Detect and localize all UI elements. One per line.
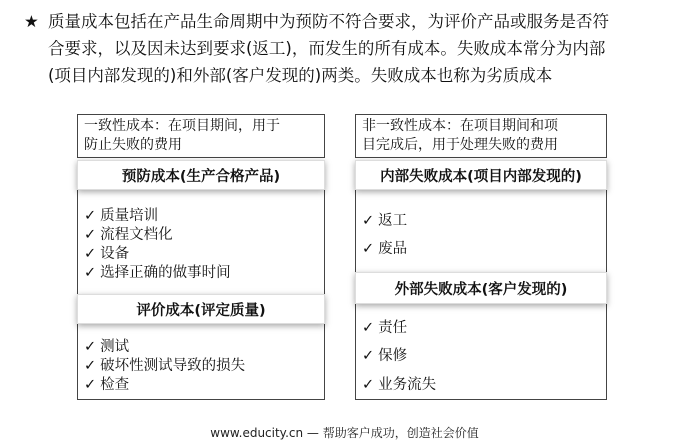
definition-line: 防止失败的费用 bbox=[84, 137, 182, 153]
intro-line: 合要求，以及因未达到要求(返工)，而发生的所有成本。失败成本常分为内部 bbox=[48, 39, 606, 58]
external-failure-header: 外部失败成本(客户发现的) bbox=[355, 272, 607, 304]
intro-line: (项目内部发现的)和外部(客户发现的)两类。失败成本也称为劣质成本 bbox=[48, 66, 553, 85]
check-icon: ✓ bbox=[84, 208, 97, 224]
external-failure-list bbox=[355, 302, 607, 400]
intro-paragraph bbox=[24, 8, 674, 89]
check-icon: ✓ bbox=[84, 227, 97, 243]
check-icon: ✓ bbox=[362, 241, 375, 257]
check-icon: ✓ bbox=[362, 213, 375, 229]
list-item: ✓ 破坏性测试导致的损失 bbox=[84, 358, 246, 374]
list-item: ✓ 保修 bbox=[362, 348, 408, 364]
footer-text: www.educity.cn — 帮助客户成功，创造社会价值 bbox=[210, 426, 479, 440]
definition-line: 一致性成本：在项目期间，用于 bbox=[84, 118, 280, 134]
conformance-cost-definition bbox=[77, 114, 325, 158]
star-bullet-icon: ★ bbox=[24, 12, 39, 31]
check-icon: ✓ bbox=[362, 320, 375, 336]
list-item: ✓ 流程文档化 bbox=[84, 227, 173, 243]
list-item: ✓ 废品 bbox=[362, 241, 408, 257]
list-item: ✓ 测试 bbox=[84, 339, 130, 355]
internal-failure-list bbox=[355, 188, 607, 274]
list-item: ✓ 检查 bbox=[84, 377, 130, 393]
prevention-cost-list bbox=[77, 188, 325, 296]
check-icon: ✓ bbox=[84, 339, 97, 355]
list-item: ✓ 责任 bbox=[362, 320, 408, 336]
nonconformance-cost-definition bbox=[355, 114, 607, 158]
intro-line: 质量成本包括在产品生命周期中为预防不符合要求，为评价产品或服务是否符 bbox=[48, 12, 609, 31]
check-icon: ✓ bbox=[84, 377, 97, 393]
definition-line: 非一致性成本：在项目期间和项 bbox=[362, 118, 558, 134]
list-item: ✓ 选择正确的做事时间 bbox=[84, 265, 231, 281]
check-icon: ✓ bbox=[84, 358, 97, 374]
check-icon: ✓ bbox=[362, 348, 375, 364]
list-item: ✓ 返工 bbox=[362, 213, 408, 229]
list-item: ✓ 设备 bbox=[84, 246, 130, 262]
definition-line: 目完成后，用于处理失败的费用 bbox=[362, 137, 558, 153]
internal-failure-header: 内部失败成本(项目内部发现的) bbox=[355, 160, 607, 190]
list-item: ✓ 业务流失 bbox=[362, 377, 437, 393]
check-icon: ✓ bbox=[362, 377, 375, 393]
prevention-cost-header: 预防成本(生产合格产品) bbox=[77, 160, 325, 190]
list-item: ✓ 质量培训 bbox=[84, 208, 159, 224]
appraisal-cost-header: 评价成本(评定质量) bbox=[77, 294, 325, 324]
check-icon: ✓ bbox=[84, 265, 97, 281]
check-icon: ✓ bbox=[84, 246, 97, 262]
appraisal-cost-list bbox=[77, 322, 325, 400]
